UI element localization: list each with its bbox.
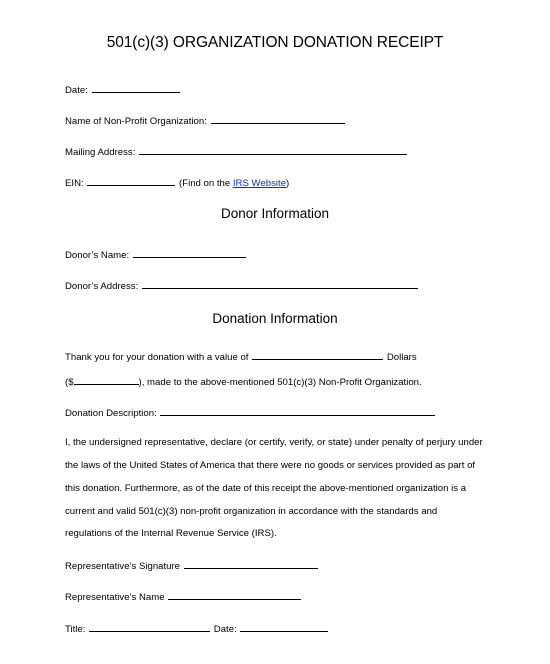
donation-information-heading: Donation Information	[212, 311, 338, 326]
donation-value-field[interactable]	[252, 350, 383, 360]
donor-address-field[interactable]	[142, 279, 418, 289]
donor-address-label: Donor’s Address:	[65, 281, 139, 292]
representative-name-label: Representative’s Name	[65, 592, 165, 603]
donation-amount-field[interactable]	[74, 375, 139, 385]
ein-row	[65, 176, 289, 190]
irs-website-link[interactable]: IRS Website	[232, 178, 287, 189]
org-name-label: Name of Non-Profit Organization:	[65, 116, 207, 127]
signature-date-label: Date:	[213, 624, 237, 635]
donor-name-label: Donor’s Name:	[65, 250, 130, 261]
donation-description-field[interactable]	[160, 406, 435, 416]
donation-description-row	[65, 406, 436, 420]
date-row	[65, 83, 181, 97]
title-label: Title:	[65, 624, 86, 635]
representative-name-row	[65, 590, 302, 604]
declaration-line: this donation. Furthermore, as of the date of this receipt the above-mentioned organization is a	[65, 483, 467, 494]
org-name-field[interactable]	[211, 114, 345, 124]
title-date-row	[65, 622, 329, 636]
ein-note-prefix: (Find on the	[179, 178, 231, 189]
donation-value-row	[65, 350, 417, 364]
representative-signature-row	[65, 559, 319, 573]
date-field[interactable]	[92, 83, 180, 93]
donor-name-row	[65, 248, 247, 262]
donation-amount-row	[65, 375, 422, 389]
representative-name-field[interactable]	[168, 590, 301, 600]
amount-open-text: ($	[65, 377, 74, 388]
declaration-line: the laws of the United States of America that there were no goods or services provided as part of	[65, 460, 476, 471]
mailing-address-row	[65, 145, 408, 159]
org-name-row	[65, 114, 346, 128]
declaration-line: regulations of the Internal Revenue Service (IRS).	[65, 528, 277, 539]
ein-label: EIN:	[65, 178, 84, 189]
ein-field[interactable]	[87, 176, 175, 186]
donation-description-label: Donation Description:	[65, 408, 157, 419]
donor-name-field[interactable]	[133, 248, 246, 258]
ein-note-suffix: )	[286, 178, 290, 189]
donor-address-row	[65, 279, 419, 293]
declaration-line: current and valid 501(c)(3) non-profit organization in accordance with the standards and	[65, 506, 438, 517]
donor-information-heading: Donor Information	[220, 206, 330, 221]
title-field[interactable]	[89, 622, 210, 632]
amount-close-text: ), made to the above-mentioned 501(c)(3) Non-Profit Organization.	[138, 377, 422, 388]
dollars-word: Dollars	[386, 352, 417, 363]
date-label: Date:	[65, 85, 88, 96]
receipt-title: 501(c)(3) ORGANIZATION DONATION RECEIPT	[106, 34, 444, 51]
representative-signature-label: Representative’s Signature	[65, 561, 181, 572]
representative-signature-field[interactable]	[184, 559, 318, 569]
donation-thanks-text: Thank you for your donation with a value of	[65, 352, 249, 363]
mailing-address-label: Mailing Address:	[65, 147, 136, 158]
declaration-line: I, the undersigned representative, declare (or certify, verify, or state) under penalty of perjury under	[65, 437, 483, 448]
mailing-address-field[interactable]	[139, 145, 407, 155]
signature-date-field[interactable]	[240, 622, 328, 632]
